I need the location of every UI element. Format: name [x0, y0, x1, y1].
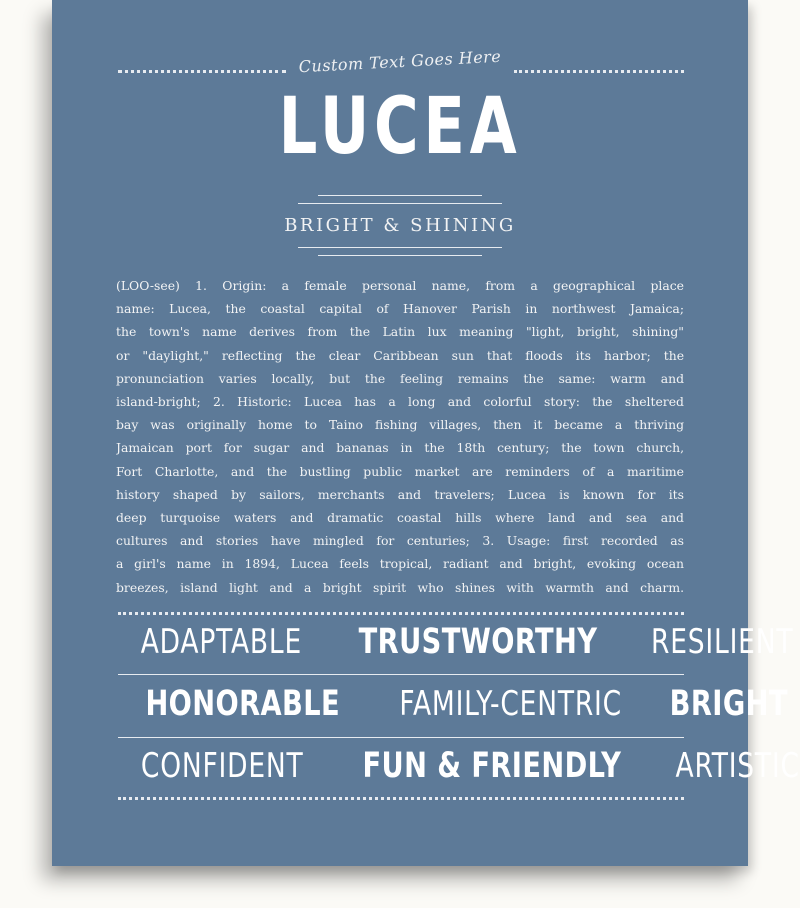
definition-line: Jamaican port for sugar and bananas in the 18th century; the town church, [116, 440, 684, 456]
definition-line: bay was originally home to Taino fishing villages, then it became a thriving [116, 417, 684, 433]
definition-line: island-bright; 2. Historic: Lucea has a long and colorful story: the sheltered [116, 394, 684, 410]
name-poster [52, 0, 800, 866]
trait-word: BRIGHT [669, 684, 788, 724]
top-right-dotted-rule [514, 70, 684, 73]
traits-top-dotted-rule [118, 612, 684, 615]
definition-line: or "daylight," reflecting the clear Caribbean sun that floods its harbor; the [116, 347, 684, 363]
definition-line: pronunciation varies locally, but the feeling remains the same: warm and [116, 370, 684, 386]
definition-line: name: Lucea, the coastal capital of Hanover Parish in northwest Jamaica; [116, 301, 684, 317]
traits-row-3 [118, 746, 800, 786]
custom-text: Custom Text Goes Here [298, 46, 502, 77]
trait-word: ADAPTABLE [140, 622, 303, 662]
definition-line: the town's name derives from the Latin lux meaning "light, bright, shining" [116, 324, 684, 340]
definition-line: (LOO-see) 1. Origin: a female personal name, from a geographical place [116, 278, 684, 293]
meaning-top-rule-2 [298, 203, 502, 204]
name-meaning: BRIGHT & SHINING [284, 215, 516, 236]
traits-row-1 [118, 622, 794, 662]
traits-rule-1 [118, 674, 684, 675]
trait-word: CONFIDENT [140, 746, 304, 786]
definition-line: deep turquoise waters and dramatic coastal hills where land and sea and [116, 510, 684, 526]
trait-word: FAMILY-CENTRIC [398, 684, 622, 724]
traits-row-2 [118, 684, 788, 724]
trait-word: ARTISTIC [675, 746, 800, 786]
traits-rule-2 [118, 737, 684, 738]
trait-word: FUN & FRIENDLY [362, 746, 622, 786]
name-definition [116, 274, 684, 599]
meaning-bottom-rule-2 [318, 255, 482, 256]
trait-word: RESILIENT [650, 622, 794, 662]
trait-word: HONORABLE [145, 684, 341, 724]
trait-word: TRUSTWORTHY [358, 622, 598, 662]
meaning-bottom-rule-1 [298, 247, 502, 248]
definition-line: breezes, island light and a bright spirit who shines with warmth and charm. [116, 579, 684, 595]
definition-line: cultures and stories have mingled for centuries; 3. Usage: first recorded as [116, 533, 684, 549]
definition-line: a girl's name in 1894, Lucea feels tropical, radiant and bright, evoking ocean [116, 556, 684, 572]
definition-line: Fort Charlotte, and the bustling public market are reminders of a maritime [116, 463, 684, 479]
meaning-top-rule-1 [318, 195, 482, 196]
definition-line: history shaped by sailors, merchants and travelers; Lucea is known for its [116, 486, 684, 502]
traits-bottom-dotted-rule [118, 797, 684, 800]
poster-name-title: LUCEA [278, 82, 522, 172]
